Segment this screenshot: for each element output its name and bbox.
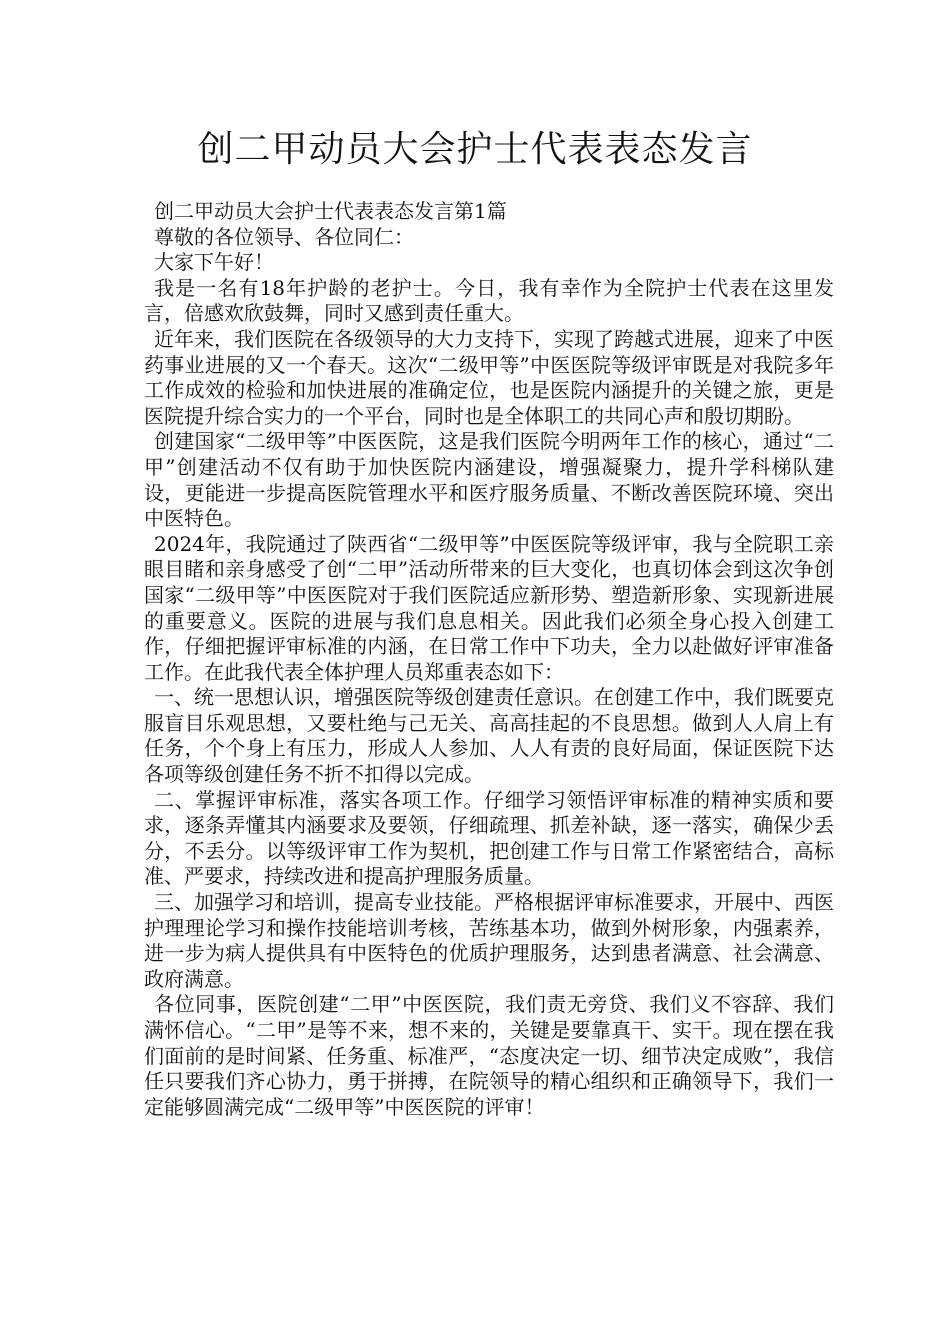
paragraph-experience: 2024年，我院通过了陕西省“二级甲等”中医医院等级评审，我与全院职工亲眼目睹和亲身感受了创“二甲”活动所带来的巨大变化，也真切体会到这次争创国家“二级甲等”中医医院对于我们医院适应新形势、塑造新形象、实现新进展的重要意义。医院的进展与我们息息相关。因此我们必须全身心投入创建工作，仔细把握评审标准的内涵，在日常工作中下功夫，全力以赴做好评审准备工作。在此我代表全体护理人员郑重表态如下： [144,531,834,684]
document-body [144,199,834,1120]
paragraph-goal: 创建国家“二级甲等”中医医院，这是我们医院今明两年工作的核心，通过“二甲”创建活动不仅有助于加快医院内涵建设，增强凝聚力，提升学科梯队建设，更能进一步提高医院管理水平和医疗服务质量、不断改善医院环境、突出中医特色。 [144,429,834,531]
pledge-item-1: 一、统一思想认识，增强医院等级创建责任意识。在创建工作中，我们既要克服盲目乐观思想，又要杜绝与己无关、高高挂起的不良思想。做到人人肩上有任务，个个身上有压力，形成人人参加、人人有责的良好局面，保证医院下达各项等级创建任务不折不扣得以完成。 [144,685,834,787]
greeting: 大家下午好！ [154,250,274,275]
pledge-item-2: 二、掌握评审标准，落实各项工作。仔细学习领悟评审标准的精神实质和要求，逐条弄懂其内涵要求及要领，仔细疏理、抓差补缺，逐一落实，确保少丢分，不丢分。以等级评审工作为契机，把创建工作与日常工作紧密结合，高标准、严要求，持续改进和提高护理服务质量。 [144,787,834,889]
paragraph-intro: 我是一名有18年护龄的老护士。今日，我有幸作为全院护士代表在这里发言，倍感欢欣鼓舞，同时又感到责任重大。 [144,275,834,326]
document-title: 创二甲动员大会护士代表表态发言 [197,129,753,170]
salutation: 尊敬的各位领导、各位同仁： [154,224,414,249]
section-heading: 创二甲动员大会护士代表表态发言第1篇 [154,199,507,223]
paragraph-closing: 各位同事，医院创建“二甲”中医医院，我们责无旁贷、我们义不容辞、我们满怀信心。“二甲”是等不来，想不来的，关键是要靠真干、实干。现在摆在我们面前的是时间紧、任务重、标准严，“态度决定一切、细节决定成败”，我信任只要我们齐心协力，勇于拼搏，在院领导的精心组织和正确领导下，我们一定能够圆满完成“二级甲等”中医医院的评审！ [144,992,834,1119]
paragraph-background: 近年来，我们医院在各级领导的大力支持下，实现了跨越式进展，迎来了中医药事业进展的又一个春天。这次“二级甲等”中医医院等级评审既是对我院多年工作成效的检验和加快进展的准确定位，也是医院内涵提升的关键之旅，更是医院提升综合实力的一个平台，同时也是全体职工的共同心声和殷切期盼。 [144,326,834,428]
pledge-item-3: 三、加强学习和培训，提高专业技能。严格根据评审标准要求，开展中、西医护理理论学习和操作技能培训考核，苦练基本功，做到外树形象，内强素养，进一步为病人提供具有中医特色的优质护理服务，达到患者满意、社会满意、政府满意。 [144,890,834,991]
